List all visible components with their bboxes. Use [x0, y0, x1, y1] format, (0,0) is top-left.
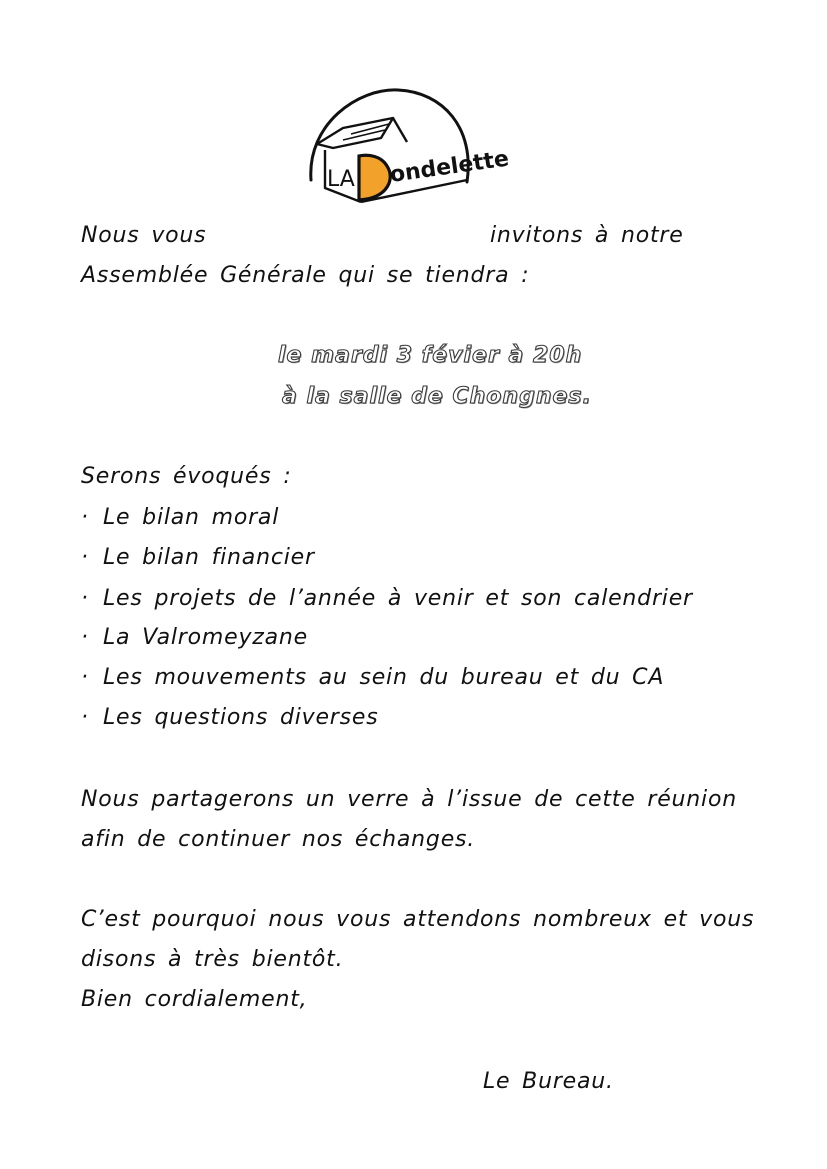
- bullet-dot: ·: [81, 705, 89, 730]
- closing-para2-line2: disons à très bientôt.: [81, 947, 344, 972]
- agenda-item-text: Le bilan moral: [103, 505, 280, 530]
- intro-line1-left: Nous vous: [81, 223, 207, 248]
- closing-para1-line2: afin de continuer nos échanges.: [81, 827, 476, 852]
- logo-prefix: LA: [327, 167, 355, 192]
- closing-para2-line1: C’est pourquoi nous vous attendons nombreux et vous: [81, 907, 755, 932]
- closing-regards: Bien cordialement,: [81, 987, 308, 1012]
- bullet-dot: ·: [81, 625, 89, 650]
- agenda-item: [81, 544, 315, 572]
- la-dondelette-logo: [303, 84, 511, 212]
- intro-line2: Assemblée Générale qui se tiendra :: [81, 263, 530, 288]
- agenda-item-text: La Valromeyzane: [103, 625, 308, 650]
- logo-word: ondelette: [388, 146, 511, 188]
- agenda-item: [81, 585, 693, 613]
- closing-para1-line1: Nous partagerons un verre à l’issue de cette réunion: [81, 787, 737, 812]
- event-date: le mardi 3 févier à 20h: [278, 343, 583, 368]
- bullet-dot: ·: [81, 505, 89, 530]
- signature: Le Bureau.: [483, 1069, 614, 1094]
- agenda-item: [81, 624, 308, 652]
- agenda-item-text: Les questions diverses: [103, 705, 379, 730]
- agenda-item: [81, 704, 379, 732]
- agenda-item: [81, 504, 279, 532]
- intro-line1-right: invitons à notre: [490, 223, 684, 248]
- agenda-item-text: Les projets de l’année à venir et son calendrier: [103, 586, 693, 611]
- bullet-dot: ·: [81, 545, 89, 570]
- bullet-dot: ·: [81, 665, 89, 690]
- agenda-item-text: Le bilan financier: [103, 545, 315, 570]
- bullet-dot: ·: [81, 586, 89, 611]
- agenda-item-text: Les mouvements au sein du bureau et du CA: [103, 665, 665, 690]
- agenda-heading: Serons évoqués :: [81, 464, 292, 489]
- event-place: à la salle de Chongnes.: [282, 384, 592, 409]
- agenda-item: [81, 664, 664, 692]
